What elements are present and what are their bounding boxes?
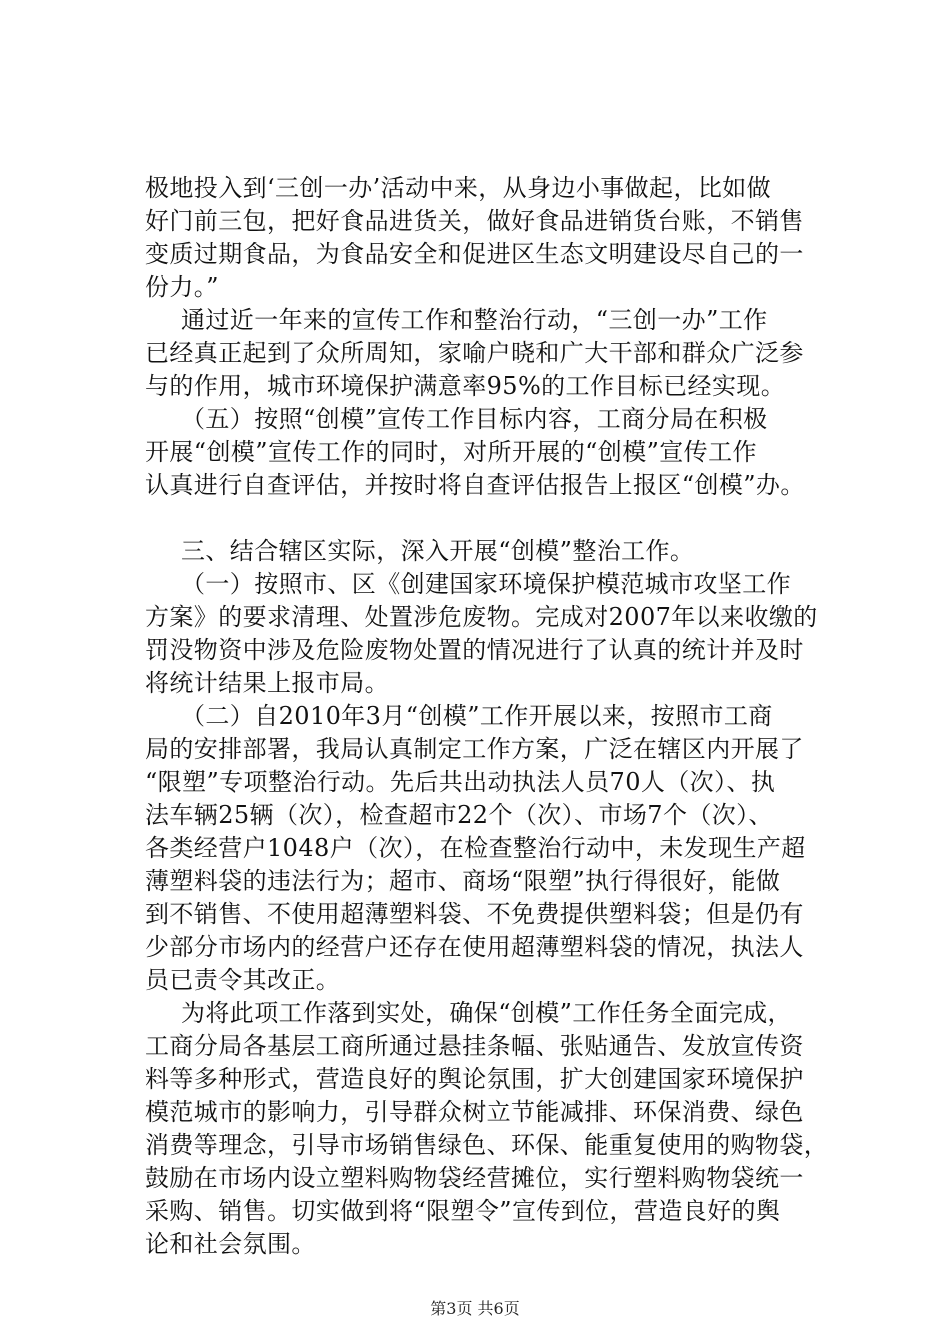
text-line: “限塑”专项整治行动。先后共出动执法人员70人（次）、执 [145,768,776,796]
text-line: 论和社会氛围。 [145,1230,316,1258]
text-line: 变质过期食品，为食品安全和促进区生态文明建设尽自己的一 [145,240,804,268]
section-heading-text: 三、结合辖区实际，深入开展“创模”整治工作。 [181,537,695,565]
text-line: 将统计结果上报市局。 [145,669,389,697]
paragraph-item-five [145,403,840,502]
text-line: 薄塑料袋的违法行为；超市、商场“限塑”执行得很好，能做 [145,867,781,895]
text-line: 模范城市的影响力，引导群众树立节能减排、环保消费、绿色 [145,1098,804,1126]
text-line: 为将此项工作落到实处，确保“创模”工作任务全面完成， [181,999,792,1027]
paragraph-item-two [145,700,840,997]
text-line: 已经真正起到了众所周知，家喻户晓和广大干部和群众广泛参 [145,339,804,367]
text-line: （一）按照市、区《创建国家环境保护模范城市攻坚工作 [181,570,791,598]
text-line: 与的作用，城市环境保护满意率95%的工作目标已经实现。 [145,372,786,400]
document-body [145,172,840,1261]
text-line: 通过近一年来的宣传工作和整治行动，“三创一办”工作 [181,306,768,334]
text-line: 少部分市场内的经营户还存在使用超薄塑料袋的情况，执法人 [145,933,804,961]
text-line: 极地投入到‘三创一办’活动中来，从身边小事做起，比如做 [145,174,772,202]
text-line: 方案》的要求清理、处置涉危废物。完成对2007年以来收缴的 [145,603,818,631]
text-line: 局的安排部署，我局认真制定工作方案，广泛在辖区内开展了 [145,735,804,763]
page-footer [0,1296,950,1319]
text-line: （五）按照“创模”宣传工作目标内容，工商分局在积极 [181,405,768,433]
paragraph-item-one [145,568,840,700]
paragraph-implementation [145,997,840,1261]
text-line: 认真进行自查评估，并按时将自查评估报告上报区“创模”办。 [145,471,805,499]
text-line: 工商分局各基层工商所通过悬挂条幅、张贴通告、发放宣传资 [145,1032,804,1060]
text-line: 采购、销售。切实做到将“限塑令”宣传到位，营造良好的舆 [145,1197,781,1225]
text-line: 消费等理念，引导市场销售绿色、环保、能重复使用的购物袋， [145,1131,829,1159]
text-line: 罚没物资中涉及危险废物处置的情况进行了认真的统计并及时 [145,636,804,664]
section-heading [145,535,840,568]
text-line: 到不销售、不使用超薄塑料袋、不免费提供塑料袋；但是仍有 [145,900,804,928]
text-line: 法车辆25辆（次），检查超市22个（次）、市场7个（次）、 [145,801,773,829]
text-line: 份力。” [145,273,219,301]
text-line: （二）自2010年3月“创模”工作开展以来，按照市工商 [181,702,773,730]
text-line: 鼓励在市场内设立塑料购物袋经营摊位，实行塑料购物袋统一 [145,1164,804,1192]
paragraph-gap [145,502,840,535]
text-line: 各类经营户1048户（次），在检查整治行动中，未发现生产超 [145,834,806,862]
page-number-label: 第3页 共6页 [430,1299,520,1318]
text-line: 员已责令其改正。 [145,966,341,994]
text-line: 开展“创模”宣传工作的同时，对所开展的“创模”宣传工作 [145,438,757,466]
paragraph-publicity-results [145,304,840,403]
text-line: 好门前三包，把好食品进货关，做好食品进销货台账，不销售 [145,207,804,235]
text-line: 料等多种形式，营造良好的舆论氛围，扩大创建国家环境保护 [145,1065,804,1093]
paragraph-continuation [145,172,840,304]
